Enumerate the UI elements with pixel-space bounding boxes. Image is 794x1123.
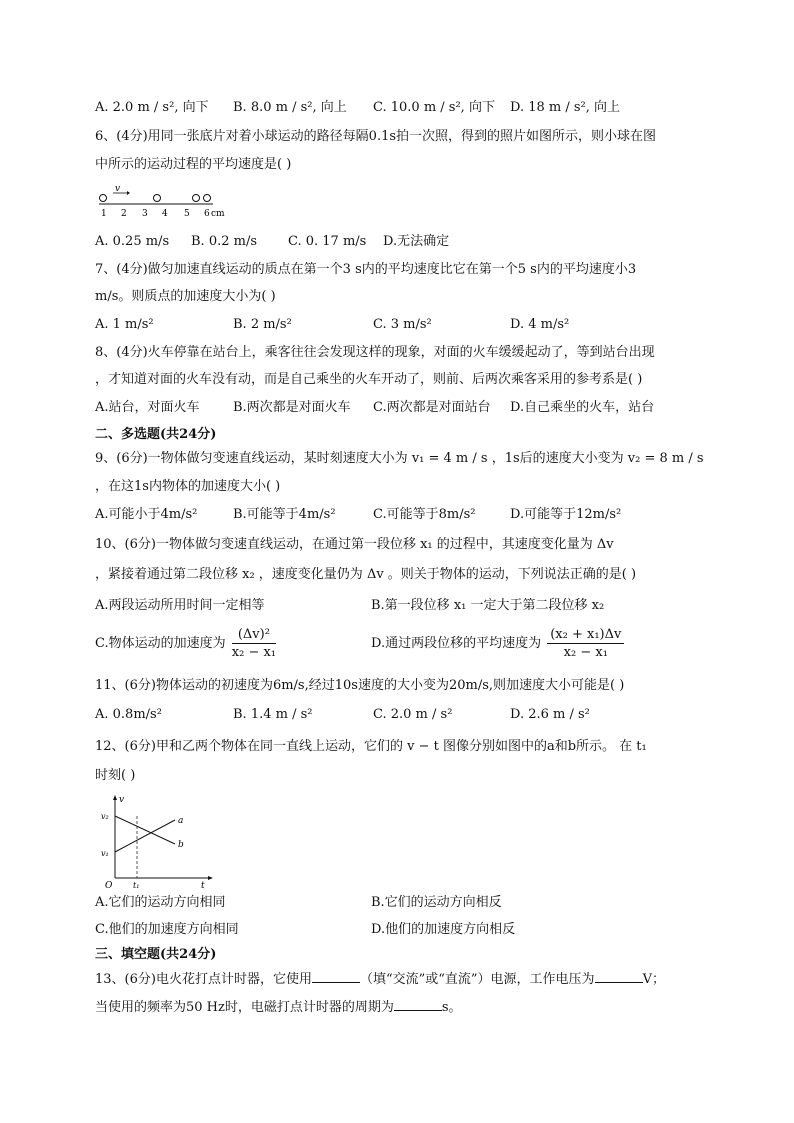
line-a-label: a	[178, 816, 184, 826]
t-axis-label: t	[201, 881, 205, 890]
q13-blank-voltage	[595, 968, 643, 983]
q7-option-a: A. 1 m/s²	[95, 317, 154, 332]
q10-option-c-label: C.物体运动的加速度为	[95, 636, 226, 651]
q12-stem-line-2: 时刻( )	[95, 768, 136, 783]
q13-text-3: V；	[642, 972, 665, 987]
q10-stem-line-1: 10、(6分)一物体做匀变速直线运动，在通过第一段位移 x₁ 的过程中，其速度变化量为 Δv	[95, 537, 614, 552]
q9-stem-line-1: 9、(6分)一物体做匀变速直线运动，某时刻速度大小为 v₁ = 4 m / s ，1s后的速度大小变为 v₂ = 8 m / s	[95, 451, 704, 466]
q13-text-1: 13、(6分)电火花打点计时器，它使用	[95, 972, 312, 987]
q8-option-c: C.两次都是对面站台	[373, 400, 491, 415]
q8-option-d: D.自己乘坐的火车，站台	[510, 400, 655, 415]
velocity-label: v	[115, 184, 121, 194]
q13-blank-period	[394, 996, 442, 1011]
q9-stem-line-2: ，在这1s内物体的加速度大小( )	[95, 479, 281, 494]
q13-line-1	[95, 968, 715, 990]
q6-photo-figure	[95, 182, 245, 222]
q6-option-a: A. 0.25 m/s	[95, 234, 170, 249]
line-a	[115, 820, 175, 852]
q6-stem-line-2: 中所示的运动过程的平均速度是( )	[95, 157, 292, 172]
q11-option-b: B. 1.4 m / s²	[233, 707, 313, 722]
v-axis-arrow	[113, 795, 117, 800]
tick-label-1: 1	[101, 209, 107, 219]
q5-option-c: C. 10.0 m / s², 向下	[373, 100, 495, 115]
q10-option-c	[95, 626, 276, 661]
q11-option-d: D. 2.6 m / s²	[510, 707, 590, 722]
ball-position-3	[193, 195, 200, 202]
q9-option-a: A.可能小于4m/s²	[95, 507, 198, 522]
v1-label: v₁	[101, 849, 109, 858]
q13-line-2	[95, 996, 715, 1018]
t-axis-arrow	[208, 876, 213, 880]
q6-option-d: D.无法确定	[383, 234, 450, 249]
q10-option-d	[371, 626, 624, 661]
tick-label-6: 6	[204, 209, 210, 219]
q10-option-b: B.第一段位移 x₁ 一定大于第二段位移 x₂	[371, 598, 605, 613]
q13-text-2: （填“交流”或“直流”）电源，工作电压为	[359, 972, 595, 987]
tick-label-4: 4	[162, 209, 168, 219]
q12-vt-graph	[95, 790, 220, 890]
q8-option-b: B.两次都是对面火车	[233, 400, 351, 415]
t1-label: t₁	[133, 881, 140, 890]
q7-option-d: D. 4 m/s²	[510, 317, 570, 332]
q7-option-c: C. 3 m/s²	[373, 317, 432, 332]
q13-blank-current-type	[312, 968, 360, 983]
q10-option-c-numerator: (Δv)²	[232, 626, 276, 644]
q12-option-c: C.他们的加速度方向相同	[95, 922, 239, 937]
q9-option-d: D.可能等于12m/s²	[510, 507, 622, 522]
q10-option-d-fraction	[547, 626, 624, 661]
q10-option-d-label: D.通过两段位移的平均速度为	[371, 636, 542, 651]
q7-option-b: B. 2 m/s²	[233, 317, 292, 332]
velocity-arrowhead	[127, 191, 130, 195]
q12-stem-line-1: 12、(6分)甲和乙两个物体在同一直线上运动，它们的 v − t 图像分别如图中的a和b所示。 在 t₁	[95, 739, 647, 754]
section-heading-fill-in: 三、填空题(共24分)	[95, 947, 217, 962]
tick-label-5: 5	[184, 209, 190, 219]
q8-option-a: A.站台，对面火车	[95, 400, 200, 415]
q5-option-d: D. 18 m / s², 向上	[510, 100, 621, 115]
q12-option-d: D.他们的加速度方向相反	[371, 922, 516, 937]
q11-option-c: C. 2.0 m / s²	[373, 707, 453, 722]
q10-option-c-fraction	[232, 626, 276, 661]
q8-stem-line-1: 8、(4分)火车停靠在站台上，乘客往往会发现这样的现象，对面的火车缓缓起动了，等到站台出现	[95, 345, 655, 360]
q9-option-b: B.可能等于4m/s²	[233, 507, 336, 522]
q11-option-a: A. 0.8m/s²	[95, 707, 162, 722]
q6-option-c: C. 0. 17 m/s	[288, 234, 367, 249]
q10-option-c-denominator: x₂ − x₁	[231, 645, 277, 660]
q12-option-a: A.它们的运动方向相同	[95, 895, 226, 910]
line-b	[115, 816, 175, 844]
tick-label-2: 2	[121, 209, 127, 219]
q5-option-a: A. 2.0 m / s², 向下	[95, 100, 209, 115]
q8-stem-line-2: ，才知道对面的火车没有动，而是自己乘坐的火车开动了，则前、后两次乘客采用的参考系是( )	[95, 372, 643, 387]
q5-option-b: B. 8.0 m / s², 向上	[233, 100, 347, 115]
q11-stem: 11、(6分)物体运动的初速度为6m/s,经过10s速度的大小变为20m/s,则加速度大小可能是( )	[95, 678, 625, 693]
q7-stem-line-2: m/s。则质点的加速度大小为( )	[95, 289, 276, 304]
ball-position-1	[100, 195, 107, 202]
v2-label: v₂	[101, 812, 109, 821]
q7-stem-line-1: 7、(4分)做匀加速直线运动的质点在第一个3 s内的平均速度比它在第一个5 s内的平均速度小3	[95, 262, 637, 277]
section-heading-multiple-choice: 二、多选题(共24分)	[95, 427, 217, 442]
tick-label-3: 3	[142, 209, 148, 219]
q6-stem-line-1: 6、(4分)用同一张底片对着小球运动的路径每隔0.1s拍一次照，得到的照片如图所示，则小球在图	[95, 129, 657, 144]
q10-option-a: A.两段运动所用时间一定相等	[95, 598, 265, 613]
q13-text-4: 当使用的频率为50 Hz时，电磁打点计时器的周期为	[95, 1000, 394, 1015]
q12-option-b: B.它们的运动方向相反	[371, 895, 502, 910]
unit-label: cm	[211, 209, 225, 219]
origin-label: O	[105, 881, 113, 890]
q9-option-c: C.可能等于8m/s²	[373, 507, 476, 522]
q10-stem-line-2: ，紧接着通过第二段位移 x₂ ，速度变化量仍为 Δv 。则关于物体的运动，下列说法正确的是( )	[95, 567, 637, 582]
q13-text-5: s。	[441, 1000, 462, 1015]
ball-position-2	[154, 195, 161, 202]
q10-option-d-denominator: x₂ − x₁	[563, 645, 608, 660]
q6-option-b: B. 0.2 m/s	[191, 234, 258, 249]
q10-option-d-numerator: (x₂ + x₁)Δv	[547, 626, 624, 644]
v-axis-label: v	[119, 795, 125, 805]
line-b-label: b	[178, 840, 184, 850]
ball-position-4	[204, 195, 211, 202]
